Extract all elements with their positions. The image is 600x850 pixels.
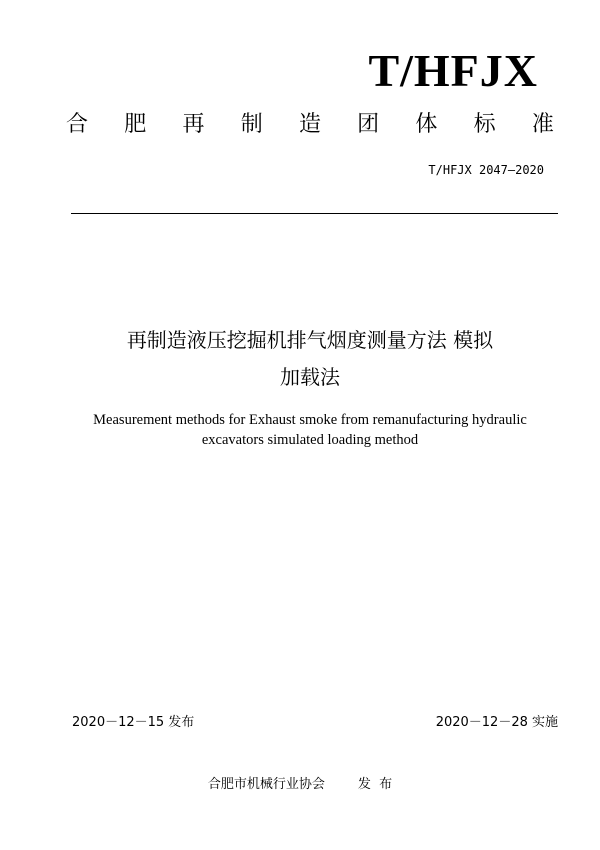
chinese-title-line-1: 再制造液压挖掘机排气烟度测量方法 模拟 xyxy=(126,328,494,352)
chinese-title-line-2: 加载法 xyxy=(280,365,340,389)
organization-title-char: 团 xyxy=(357,112,380,137)
organization-title-char: 制 xyxy=(240,112,263,137)
standard-code-large: T/HFJX xyxy=(368,45,538,96)
organization-title-char: 体 xyxy=(415,112,438,137)
organization-title-char: 准 xyxy=(531,112,554,137)
english-title-line-1: Measurement methods for Exhaust smoke from remanufacturing hydraulic xyxy=(93,412,527,428)
english-title-line-2: excavators simulated loading method xyxy=(201,432,419,448)
standard-number: T/HFJX 2047—2020 xyxy=(428,163,544,177)
publisher xyxy=(50,778,550,791)
organization-title-char: 再 xyxy=(182,112,205,137)
issue-date: 2020－12－15 发布 xyxy=(72,715,195,730)
publisher-action: 发 布 xyxy=(357,777,393,792)
organization-title-char: 肥 xyxy=(124,112,147,137)
implementation-date: 2020－12－28 实施 xyxy=(435,715,558,730)
organization-title-char: 造 xyxy=(298,112,321,137)
organization-title xyxy=(66,114,554,136)
organization-title-char: 合 xyxy=(66,112,89,137)
publisher-name: 合肥市机械行业协会 xyxy=(207,777,325,792)
header-divider xyxy=(71,213,558,214)
organization-title-char: 标 xyxy=(473,112,496,137)
